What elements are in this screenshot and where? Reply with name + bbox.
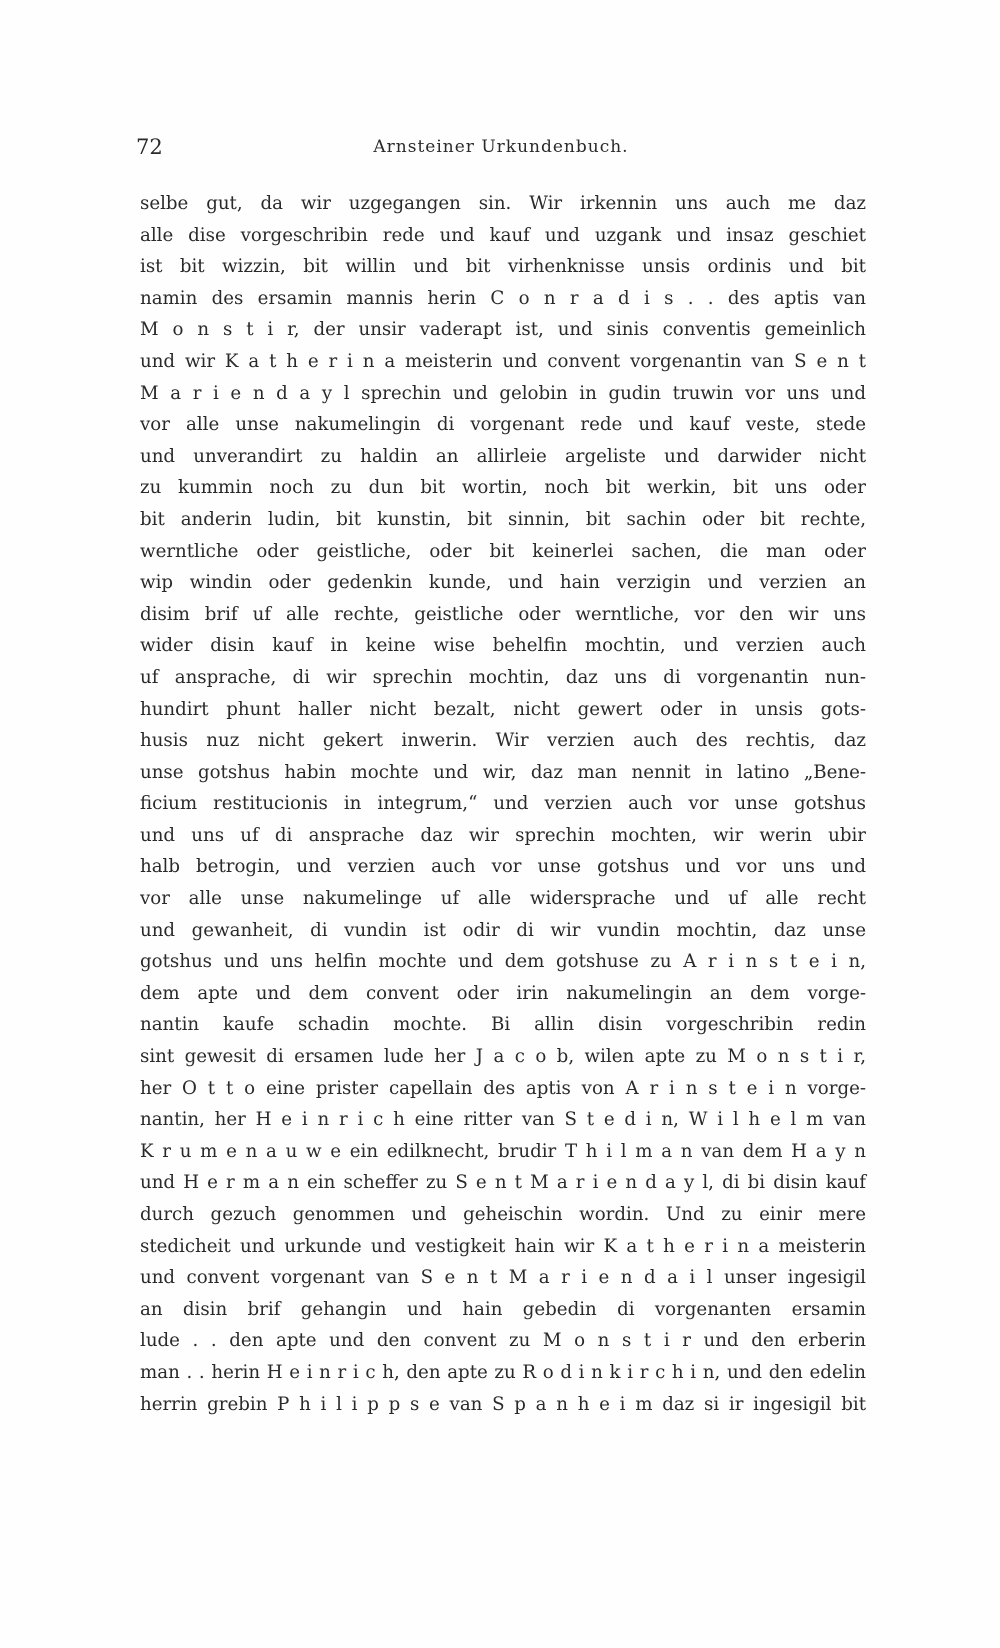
text-line: ficium restitucionis in integrum,“ und verzien auch vor unse gotshus xyxy=(140,793,866,815)
text-line: herrin grebin P h i l i p p s e van S p a n h e i m daz si ir ingesigil bit xyxy=(140,1393,866,1415)
text-line: ist bit wizzin, bit willin und bit virhenknisse unsis ordinis und bit xyxy=(140,256,866,278)
text-line: nantin kaufe schadin mochte. Bi allin disin vorgeschribin redin xyxy=(140,1014,866,1036)
text-line: her O t t o eine prister capellain des aptis von A r i n s t e i n vorge- xyxy=(140,1077,866,1099)
text-line: nantin, her H e i n r i c h eine ritter van S t e d i n, W i l h e l m van xyxy=(140,1109,866,1131)
text-line: namin des ersamin mannis herin C o n r a d i s . . des aptis van xyxy=(140,287,866,309)
text-line: und uns uf di ansprache daz wir sprechin mochten, wir werin ubir xyxy=(140,824,866,846)
text-line: unse gotshus habin mochte und wir, daz man nennit in latino „Bene- xyxy=(140,761,866,783)
text-line: und H e r m a n ein scheffer zu S e n t M a r i e n d a y l, di bi disin kauf xyxy=(140,1172,866,1194)
page-number: 72 xyxy=(136,135,163,159)
text-line: halb betrogin, und verzien auch vor unse gotshus und vor uns und xyxy=(140,856,866,878)
page-header xyxy=(136,132,866,162)
text-line: uf ansprache, di wir sprechin mochtin, daz uns di vorgenantin nun- xyxy=(140,666,866,688)
text-line: dem apte und dem convent oder irin nakumelingin an dem vorge- xyxy=(140,982,866,1004)
text-line: wider disin kauf in keine wise behelfin mochtin, und verzien auch xyxy=(140,635,866,657)
body-text xyxy=(140,188,866,1420)
text-line: hundirt phunt haller nicht bezalt, nicht gewert oder in unsis gots- xyxy=(140,698,866,720)
text-line: und unverandirt zu haldin an allirleie argeliste und darwider nicht xyxy=(140,445,866,467)
text-line: und convent vorgenant van S e n t M a r i e n d a i l unser ingesigil xyxy=(140,1267,866,1289)
text-line: gotshus und uns helfin mochte und dem gotshuse zu A r i n s t e i n, xyxy=(140,951,866,973)
text-line: selbe gut, da wir uzgegangen sin. Wir irkennin uns auch me daz xyxy=(140,193,866,214)
text-line: werntliche oder geistliche, oder bit keinerlei sachen, die man oder xyxy=(140,540,866,562)
text-line: man . . herin H e i n r i c h, den apte zu R o d i n k i r c h i n, und den edelin xyxy=(140,1361,866,1383)
text-line: und wir K a t h e r i n a meisterin und convent vorgenantin van S e n t xyxy=(140,350,866,372)
text-line: husis nuz nicht gekert inwerin. Wir verzien auch des rechtis, daz xyxy=(140,730,866,752)
text-line: K r u m e n a u w e ein edilknecht, brudir T h i l m a n van dem H a y n xyxy=(140,1140,866,1162)
text-line: sint gewesit di ersamen lude her J a c o b, wilen apte zu M o n s t i r, xyxy=(140,1046,866,1068)
text-line: zu kummin noch zu dun bit wortin, noch bit werkin, bit uns oder xyxy=(140,477,866,499)
text-line: alle dise vorgeschribin rede und kauf und uzgank und insaz geschiet xyxy=(140,224,866,246)
text-line: vor alle unse nakumelingin di vorgenant rede und kauf veste, stede xyxy=(140,414,866,436)
running-title: Arnsteiner Urkundenbuch. xyxy=(373,137,629,157)
text-line: bit anderin ludin, bit kunstin, bit sinnin, bit sachin oder bit rechte, xyxy=(140,508,866,530)
text-line: durch gezuch genommen und geheischin wordin. Und zu einir mere xyxy=(140,1204,866,1225)
text-line: an disin brif gehangin und hain gebedin di vorgenanten ersamin xyxy=(140,1298,866,1320)
text-line: M o n s t i r, der unsir vaderapt ist, und sinis conventis gemeinlich xyxy=(140,319,866,341)
text-line: und gewanheit, di vundin ist odir di wir vundin mochtin, daz unse xyxy=(140,919,866,941)
text-line: stedicheit und urkunde und vestigkeit hain wir K a t h e r i n a meisterin xyxy=(140,1235,866,1257)
text-line: lude . . den apte und den convent zu M o n s t i r und den erberin xyxy=(140,1330,866,1352)
text-line: M a r i e n d a y l sprechin und gelobin in gudin truwin vor uns und xyxy=(140,382,866,404)
text-line: wip windin oder gedenkin kunde, und hain verzigin und verzien an xyxy=(140,572,866,594)
text-line: disim brif uf alle rechte, geistliche oder werntliche, vor den wir uns xyxy=(140,603,866,625)
text-line: vor alle unse nakumelinge uf alle widersprache und uf alle recht xyxy=(140,888,866,910)
